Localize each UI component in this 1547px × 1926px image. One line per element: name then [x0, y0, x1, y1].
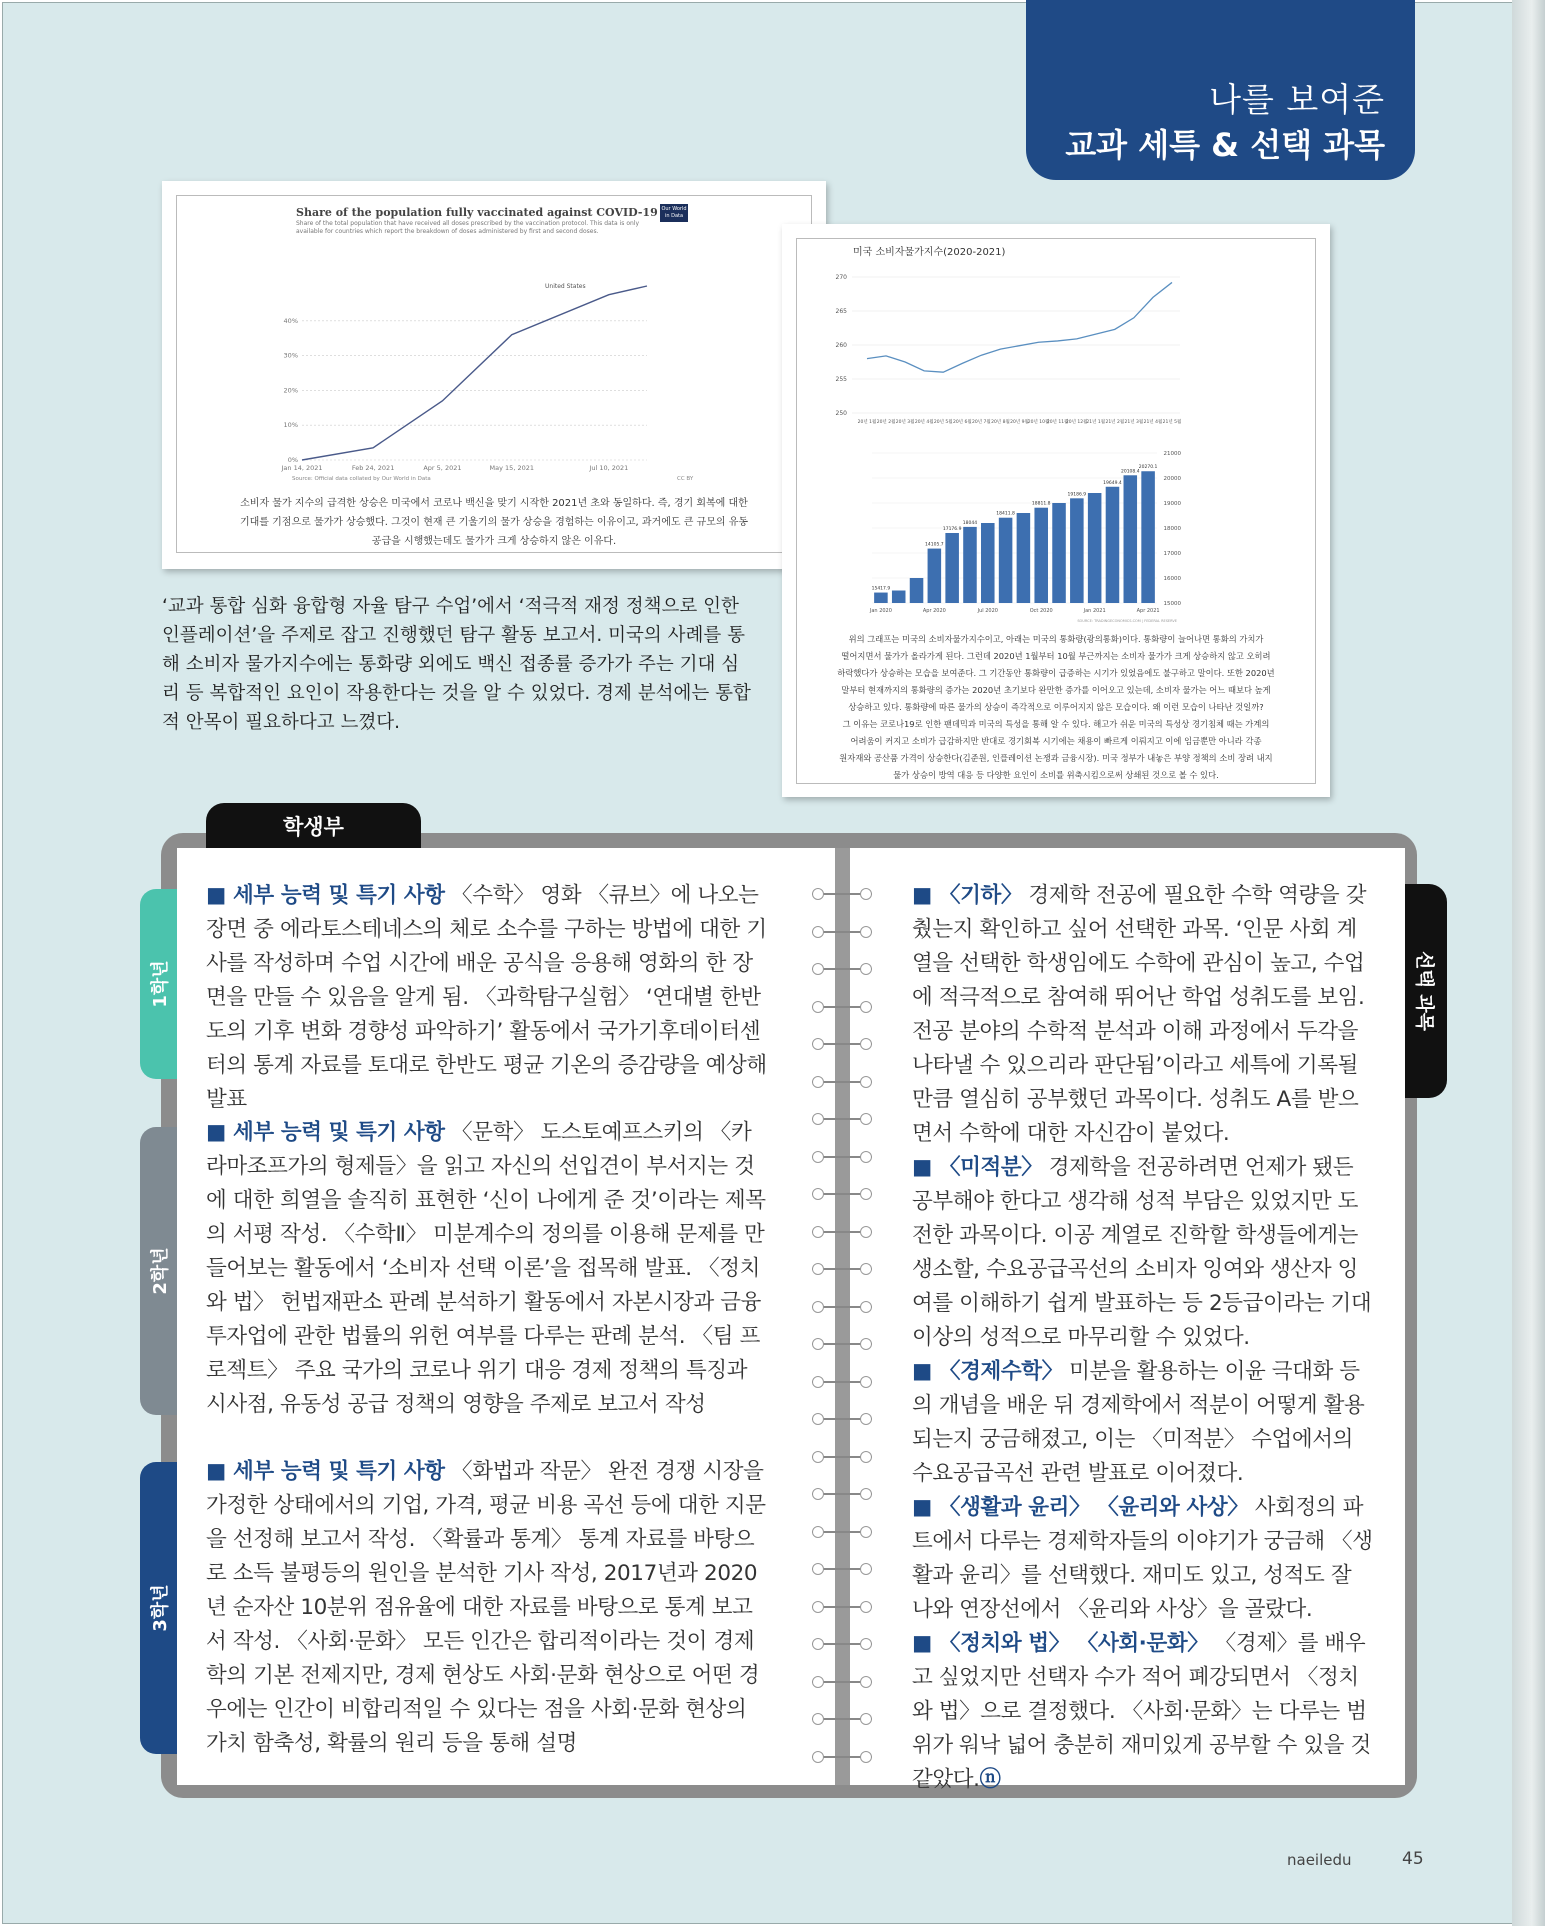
binder-ring	[812, 1226, 872, 1238]
y-tick-label: 18000	[1163, 526, 1181, 532]
binder-ring	[812, 1151, 872, 1163]
subject-body: 사회정의 파트에서 다루는 경제학자들의 이야기가 궁금해 〈생활과 윤리〉를 선택했다. 재미도 있고, 성적도 잘 나와 연장선에서 〈윤리와 사상〉을 골랐다.	[912, 1495, 1373, 1622]
record-heading: ■ 세부 능력 및 특기 사항	[206, 883, 445, 908]
subject-heading: ■ 〈기하〉	[912, 883, 1022, 908]
x-tick-label: 20년 11월	[1046, 420, 1069, 425]
caption-line: 위의 그래프는 미국의 소비자물가지수이고, 아래는 미국의 통화량(광의통화)이다. 통화량이 늘어나면 통화의 가치가	[848, 634, 1264, 644]
end-mark-icon: ⓝ	[979, 1767, 1001, 1792]
record-heading: ■ 세부 능력 및 특기 사항	[206, 1459, 445, 1484]
subject-heading: ■ 〈경제수학〉	[912, 1359, 1063, 1384]
chart-caption	[187, 494, 801, 551]
caption-line: 떨어지면서 물가가 올라가게 된다. 그런데 2020년 1월부터 10월 부근까지는 소비자 물가가 크게 상승하지 않고 오히려	[841, 651, 1271, 661]
page-edge	[1512, 0, 1545, 1926]
side-tab-label: 선택 과목	[1413, 950, 1436, 1032]
subject-body: 경제학을 전공하려면 언제가 됐든 공부해야 한다고 생각해 성적 부담은 있었지만 도전한 과목이다. 이공 계열로 진학할 학생들에게는 생소할, 수요공급곡선의 소비자 잉여와 생산자 잉여를 이해하기 쉽게 발표하는 등 2등급이라는 기대 이상의 성적으로 마무리할 수 있었다.	[912, 1155, 1372, 1350]
x-tick-label: Jul 10, 2021	[589, 464, 629, 472]
y-tick-label: 20%	[283, 386, 298, 395]
grade3-record	[206, 1455, 770, 1761]
binder-ring	[812, 1076, 872, 1088]
binder-ring	[812, 1376, 872, 1388]
money-supply-bar	[892, 591, 906, 604]
header-title: 교과 세특 & 선택 과목	[1065, 126, 1385, 164]
x-tick-label: 20년 6월	[952, 420, 972, 425]
caption-line: 어려움이 커지고 소비가 급감하지만 반대로 경기회복 시기에는 채용이 빠르게 이뤄지고 이에 임금뿐만 아니라 각종	[850, 736, 1262, 746]
x-tick-label: Oct 2020	[1029, 608, 1053, 614]
y-tick-label: 15000	[1163, 601, 1181, 607]
caption-line: 그 이유는 코로나19로 인한 팬데믹과 미국의 특성을 통해 알 수 있다. 해고가 쉬운 미국의 특성상 경기침체 때는 가계의	[842, 719, 1270, 729]
x-tick-label: Apr 5, 2021	[423, 464, 462, 472]
bar-value-label: 18411.8	[996, 511, 1015, 517]
x-tick-label: Feb 24, 2021	[351, 464, 395, 472]
grade-2-tab	[140, 1127, 178, 1415]
binder-ring	[812, 1263, 872, 1275]
y-tick-label: 21000	[1163, 451, 1181, 457]
caption-line: 하락했다가 상승하는 모습을 보여준다. 그 기간동안 통화량이 급증하는 시기가 있었음에도 불구하고 말이다. 또한 2020년	[837, 668, 1275, 678]
binder-ring	[812, 1488, 872, 1500]
binder-ring	[812, 1638, 872, 1650]
activity-note: ‘교과 통합 심화 융합형 자율 탐구 수업’에서 ‘적극적 재정 정책으로 인한 인플레이션’을 주제로 잡고 진행했던 탐구 활동 보고서. 미국의 사례를 통해 소비자 물가지수에는 통화량 외에도 백신 접종률 증가가 주는 기대 심리 등 복합적인 요인이 작용한다는 것을 알 수 있었다. 경제 분석에는 통합적 안목이 필요하다고 느꼈다.	[162, 596, 751, 733]
bar-value-label: 14105.7	[925, 542, 944, 548]
bar-value-label: 18044	[962, 520, 978, 526]
money-supply-bar	[1070, 498, 1084, 603]
money-supply-bar	[1088, 493, 1102, 603]
source-label: SOURCE: TRADINGECONOMICS.COM | FEDERAL RESERVE	[1077, 619, 1177, 623]
x-tick-label: Jul 2020	[977, 608, 998, 614]
money-supply-bar	[1017, 513, 1031, 603]
x-tick-label: 21년 1월	[1086, 420, 1106, 425]
header-subtitle: 나를 보여준	[1209, 80, 1385, 119]
y-tick-label: 250	[835, 410, 847, 417]
grade2-record	[206, 1116, 770, 1422]
binder-ring	[812, 1338, 872, 1350]
x-tick-label: 20년 1월	[857, 420, 877, 425]
subject-body: 〈경제〉를 배우고 싶었지만 선택자 수가 적어 폐강되면서 〈정치와 법〉으로 결정했다. 〈사회·문화〉는 다루는 범위가 워낙 넓어 충분히 재미있게 공부할 수 있을 것 같았다.	[912, 1631, 1371, 1792]
grade-3-tab	[140, 1462, 178, 1754]
x-tick-label: 20년 3월	[895, 420, 915, 425]
y-tick-label: 265	[835, 308, 847, 315]
record-body: 〈화법과 작문〉 완전 경쟁 시장을 가정한 상태에서의 기업, 가격, 평균 비용 곡선 등에 대한 지문을 선정해 보고서 작성. 〈확률과 통계〉 통계 자료를 바탕으로 소득 불평등의 원인을 분석한 기사 작성, 2017년과 2020년 순자산 10분위 점유율에 대한 자료를 바탕으로 통계 보고서 작성. 〈사회·문화〉 모든 인간은 합리적이라는 것이 경제학의 기본 전제지만, 경제 현상도 사회·문화 현상으로 어떤 경우에는 인간이 비합리적일 수 있다는 점을 사회·문화 현상의 가치 함축성, 확률의 원리 등을 통해 설명	[206, 1459, 766, 1756]
y-tick-label: 40%	[283, 316, 298, 325]
binder-ring	[812, 1001, 872, 1013]
y-tick-label: 17000	[1163, 551, 1181, 557]
elective-calculus	[912, 1151, 1375, 1355]
x-tick-label: 21년 2월	[1105, 420, 1125, 425]
vaccination-line	[302, 286, 647, 460]
x-tick-label: 20년 9월	[1010, 420, 1029, 425]
x-tick-label: Jan 2021	[1083, 608, 1106, 614]
binder-ring	[812, 1601, 872, 1613]
record-body: 〈수학〉 영화 〈큐브〉에 나오는 장면 중 에라토스테네스의 체로 소수를 구하는 방법에 대한 기사를 작성하며 수업 시간에 배운 공식을 응용해 영화의 한 장면을 만들 수 있음을 알게 됨. 〈과학탐구실험〉 ‘연대별 한반도의 기후 변화 경향성 파악하기’ 활동에서 국가기후데이터센터의 통계 자료를 토대로 한반도 평균 기온의 증감량을 예상해 발표	[206, 883, 767, 1112]
caption-line: 물가 상승이 방역 대응 등 다양한 요인이 소비를 위축시킴으로써 상쇄된 것으로 볼 수 있다.	[893, 770, 1219, 780]
binder-ring	[812, 1676, 872, 1688]
page-number: 45	[1402, 1849, 1424, 1869]
bar-value-label: 15417.9	[871, 586, 891, 592]
x-tick-label: 21년 5월	[1162, 420, 1182, 425]
y-tick-label: 19000	[1163, 501, 1181, 507]
record-body: 〈문학〉 도스토예프스키의 〈카라마조프가의 형제들〉을 읽고 자신의 선입견이 부서지는 것에 대한 희열을 솔직히 표현한 ‘신이 나에게 준 것’이라는 제목의 서평 작성. 〈수학Ⅱ〉 미분계수의 정의를 이용해 문제를 만들어보는 활동에서 ‘소비자 선택 이론’을 접목해 발표. 〈정치와 법〉 헌법재판소 판례 분석하기 활동에서 자본시장과 금융투자업에 관한 법률의 위헌 여부를 다루는 판례 분석. 〈팀 프로젝트〉 주요 국가의 코로나 위기 대응 경제 정책의 특징과 시사점, 유동성 공급 정책의 영향을 주제로 보고서 작성	[206, 1120, 766, 1417]
caption-line: 소비자 물가 지수의 급격한 상승은 미국에서 코로나 백신을 맞기 시작한 2021년 초와 동일하다. 즉, 경기 회복에 대한	[240, 498, 748, 509]
money-supply-bar	[1141, 471, 1155, 603]
bar-value-label: 19649.4	[1103, 480, 1122, 486]
money-supply-bar	[945, 533, 959, 603]
elective-subjects-tab	[1405, 884, 1447, 1098]
caption-line: 원자재와 공산품 가격이 상승한다(김준원, 인플레이션 논쟁과 금융시장). 미국 정부가 내놓은 부양 정책의 소비 장려 내지	[839, 753, 1273, 763]
y-tick-label: 30%	[283, 351, 298, 360]
x-tick-label: Jan 14, 2021	[281, 464, 323, 472]
x-tick-label: 20년 5월	[933, 420, 953, 425]
subject-heading: ■ 〈미적분〉	[912, 1155, 1043, 1180]
y-tick-label: 10%	[283, 421, 298, 430]
subject-heading: ■ 〈생활과 윤리〉 〈윤리와 사상〉	[912, 1495, 1249, 1520]
cpi-chart-card	[782, 224, 1330, 797]
money-supply-bar	[999, 518, 1013, 603]
binder-ring	[812, 926, 872, 938]
cpi-chart-frame	[796, 238, 1316, 784]
x-tick-label: Apr 2020	[922, 608, 946, 614]
tab-student-record: 학생부	[206, 803, 421, 855]
bar-value-label: 17176.9	[942, 527, 962, 532]
footer-brand: naeiledu	[1287, 1851, 1352, 1869]
binder-ring	[812, 963, 872, 975]
chart-title: Share of the population fully vaccinated against COVID-19	[296, 206, 658, 219]
elective-subjects-text	[912, 879, 1375, 1797]
subject-body: 경제학 전공에 필요한 수학 역량을 갖췄는지 확인하고 싶어 선택한 과목. ‘인문 사회 계열을 선택한 학생임에도 수학에 관심이 높고, 수업에 적극적으로 참여해 뛰어난 학업 성취도를 보임. 전공 분야의 수학적 분석과 이해 과정에서 두각을 나타낼 수 있으리라 판단됨’이라고 세특에 기록될 만큼 열심히 공부했던 과목이다. 성취도 A를 받으면서 수학에 대한 자신감이 붙었다.	[912, 883, 1367, 1146]
x-tick-label: 20년 12월	[1065, 420, 1088, 425]
x-tick-label: Apr 2021	[1136, 608, 1160, 614]
grade1-record	[206, 879, 770, 1117]
bar-value-label: 20270.1	[1138, 465, 1158, 471]
bar-value-label: 20108.4	[1120, 469, 1140, 475]
binder-ring	[812, 1751, 872, 1763]
cpi-line	[867, 282, 1172, 372]
y-tick-label: 255	[835, 376, 847, 383]
caption-line: 기대를 기점으로 물가가 상승했다. 그것이 현재 큰 기울기의 물가 상승을 경험하는 이유이고, 과거에도 큰 규모의 유동	[239, 517, 749, 528]
x-tick-label: 20년 10월	[1027, 420, 1050, 425]
x-tick-label: 21년 4월	[1143, 420, 1163, 425]
chart-subtitle: available for countries which report the breakdown of doses administered by first and second doses.	[296, 228, 599, 235]
grade-label: 3학년	[150, 1584, 171, 1632]
money-supply-bar	[910, 578, 924, 603]
y-tick-label: 0%	[287, 456, 298, 464]
grade-label: 2학년	[150, 1247, 171, 1295]
money-supply-bar	[981, 523, 995, 603]
bar-value-label: 18811.8	[1031, 501, 1051, 507]
money-supply-bar	[928, 549, 942, 603]
money-supply-bar	[1052, 503, 1066, 603]
money-supply-bar	[1124, 475, 1138, 603]
owid-logo: Our World in Data	[660, 204, 688, 222]
caption-line: 공급을 시행했는데도 물가가 크게 상승하지 않은 이유다.	[371, 536, 617, 547]
x-tick-label: May 15, 2021	[489, 464, 535, 472]
x-tick-label: 20년 2월	[876, 420, 896, 425]
x-tick-label: Jan 2020	[869, 608, 892, 614]
caption-line: 말부터 현재까지의 통화량의 증가는 2020년 초기보다 완만한 증가를 이어오고 있는데, 소비자 물가는 어느 때보다 높게	[841, 685, 1271, 695]
x-tick-label: 20년 7월	[972, 420, 991, 425]
binder-ring	[812, 1413, 872, 1425]
x-tick-label: 20년 8월	[991, 420, 1010, 425]
chart-subtitle: Share of the total population that have received all doses prescribed by the vaccination protocol. This data is only	[296, 220, 640, 227]
elective-politics-society	[912, 1627, 1375, 1797]
y-tick-label: 260	[835, 342, 847, 349]
binder-ring	[812, 1038, 872, 1050]
bar-value-label: 19186.9	[1067, 492, 1087, 498]
binder-ring	[812, 1563, 872, 1575]
license-label: CC BY	[677, 476, 694, 482]
grade-1-tab	[140, 889, 178, 1079]
cpi-chart-title: 미국 소비자물가지수(2020-2021)	[853, 247, 1006, 258]
cpi-caption	[799, 631, 1313, 784]
elective-ethics	[912, 1491, 1375, 1627]
y-tick-label: 16000	[1163, 576, 1181, 582]
x-tick-label: 21년 3월	[1124, 420, 1144, 425]
vaccination-chart-card	[162, 181, 826, 569]
section-header	[1026, 0, 1415, 180]
grade-label: 1학년	[150, 960, 171, 1008]
y-tick-label: 270	[835, 274, 847, 281]
cpi-charts	[797, 239, 1315, 639]
money-supply-bar	[1034, 508, 1048, 603]
money-supply-bar	[874, 593, 888, 603]
money-supply-bar	[1106, 487, 1120, 603]
subject-heading: ■ 〈정치와 법〉 〈사회·문화〉	[912, 1631, 1209, 1656]
y-tick-label: 20000	[1163, 476, 1181, 482]
record-heading: ■ 세부 능력 및 특기 사항	[206, 1120, 445, 1145]
elective-economic-math	[912, 1355, 1375, 1491]
binder-ring	[812, 1188, 872, 1200]
binder-ring	[812, 1713, 872, 1725]
series-label: United States	[545, 283, 586, 290]
source-label: Source: Official data collated by Our World in Data	[292, 476, 431, 482]
binder-ring	[812, 1451, 872, 1463]
binder-ring	[812, 1113, 872, 1125]
x-tick-label: 20년 4월	[914, 420, 934, 425]
money-supply-bar	[963, 527, 977, 603]
elective-geometry	[912, 879, 1375, 1151]
vaccination-chart-frame	[176, 195, 812, 553]
binder-ring	[812, 888, 872, 900]
subject-body: 미분을 활용하는 이윤 극대화 등의 개념을 배운 뒤 경제학에서 적분이 어떻게 활용되는지 궁금해졌고, 이는 〈미적분〉 수업에서의 수요공급곡선 관련 발표로 이어졌다.	[912, 1359, 1365, 1486]
caption-line: 상승하고 있다. 통화량에 따른 물가의 상승이 즉각적으로 이루어지지 않은 모습이다. 왜 이런 모습이 나타난 것일까?	[848, 702, 1264, 712]
binder-ring	[812, 1301, 872, 1313]
binder-ring	[812, 1526, 872, 1538]
